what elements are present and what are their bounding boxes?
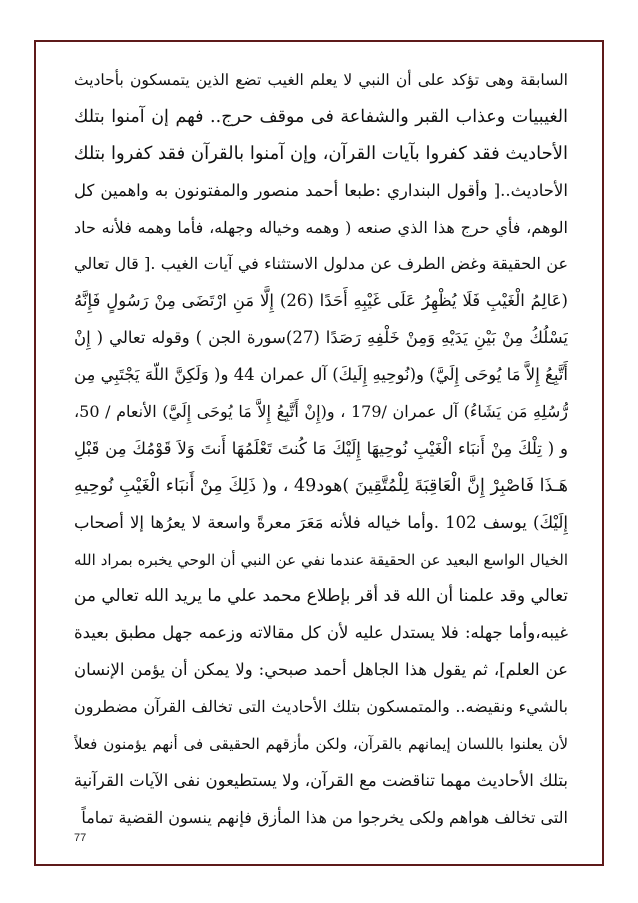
- text-line: يَسْلُكُ مِنْ بَيْنِ يَدَيْهِ وَمِنْ خَلْفِهِ رَصَدًا (27)سورة الجن ) وقوله تعالي ( إِنْ: [74, 328, 568, 348]
- text-line: عن الحقيقة وغض الطرف عن مدلول الاستثناء في آيات الغيب .[ قال تعالي: [74, 254, 568, 274]
- text-line: هَـذَا فَاصْبِرْ إِنَّ الْعَاقِبَةَ لِلْمُتَّقِينَ )هود49 ، و( ذَلِكَ مِنْ أَنبَاء الْغَيْبِ نُوحِيهِ: [74, 475, 568, 496]
- text-line: السابقة وهى تؤكد على أن النبي لا يعلم الغيب تضع الذين يتمسكون بأحاديث: [74, 71, 568, 89]
- text-line: غيبه،وأما جهله: فلا يستدل عليه لأن كل مقالاته وزعمه جهل مطبق بعيدة: [74, 623, 568, 643]
- text-line: الأحاديث..[ وأقول البنداري :طبعا أحمد منصور والمفتونون به واهمين كل: [74, 180, 568, 200]
- page-number: 77: [74, 832, 87, 844]
- text-line: و ( تِلْكَ مِنْ أَنبَاء الْغَيْبِ نُوحِيهَا إِلَيْكَ مَا كُنتَ تَعْلَمُهَا أَنتَ وَلاَ قَوْمُكَ مِن قَبْلِ: [74, 438, 568, 458]
- text-line: الأحاديث فقد كفروا بآيات القرآن، وإن آمنوا بالقرآن فقد كفروا بتلك: [74, 142, 568, 164]
- text-line: التى تخالف هواهم ولكى يخرجوا من هذا المأزق فإنهم ينسون القضية تماماً: [81, 807, 568, 827]
- page-body-text: [74, 62, 568, 827]
- text-line: بالشيء ونقيضه.. والمتمسكون بتلك الأحاديث التى تخالف القرآن مضطرون: [74, 697, 568, 717]
- text-line: تعالي وقد علمنا أن الله قد أقر بإطلاع محمد علي ما يريد الله تعالي من: [74, 586, 568, 607]
- text-line: أَتَّبِعُ إِلاَّ مَا يُوحَى إِلَيَّ) و(نُوحِيهِ إِلَيكَ) آل عمران 44 و( وَلَكِنَّ اللّهَ يَجْتَبِي مِن: [74, 365, 568, 385]
- text-line: الوهم، فأي حرج هذا الذي صنعه ( وهمه وخياله وجهله، فأما وهمه فلأنه حاد: [74, 217, 568, 237]
- text-line: رُّسُلِهِ مَن يَشَاءُ) آل عمران /179 ، و(إِنْ أَتَّبِعُ إِلاَّ مَا يُوحَى إِلَيَّ) الأنعام / 50،: [74, 402, 568, 422]
- text-line: عن العلم]، ثم يقول هذا الجاهل أحمد صبحي: ولا يمكن أن يؤمن الإنسان: [74, 660, 568, 680]
- text-line: الغيبيات وعذاب القبر والشفاعة فى موقف حرج.. فهم إن آمنوا بتلك: [74, 106, 568, 127]
- text-line: إِلَيْكَ) يوسف 102 .وأما خياله فلأنه مَعَرَ معرةً واسعة لا يعرُها إلا أصحاب: [74, 512, 568, 532]
- text-line: (عَالِمُ الْغَيْبِ فَلَا يُظْهِرُ عَلَى غَيْبِهِ أَحَدًا (26) إِلَّا مَنِ ارْتَضَى مِنْ رَسُولٍ فَإِنَّهُ: [74, 291, 568, 311]
- text-line: بتلك الأحاديث مهما تناقضت مع القرآن، ولا يستطيعون نفى الآيات القرآنية: [74, 770, 568, 790]
- text-line: الخيال الواسع البعيد عن الحقيقة عندما نفي عن النبي أن الوحي يخبره بمراد الله: [74, 550, 568, 569]
- text-line: لأن يعلنوا باللسان إيمانهم بالقرآن، ولكن مأزقهم الحقيقى فى أنهم يؤمنون فعلاً: [74, 735, 568, 754]
